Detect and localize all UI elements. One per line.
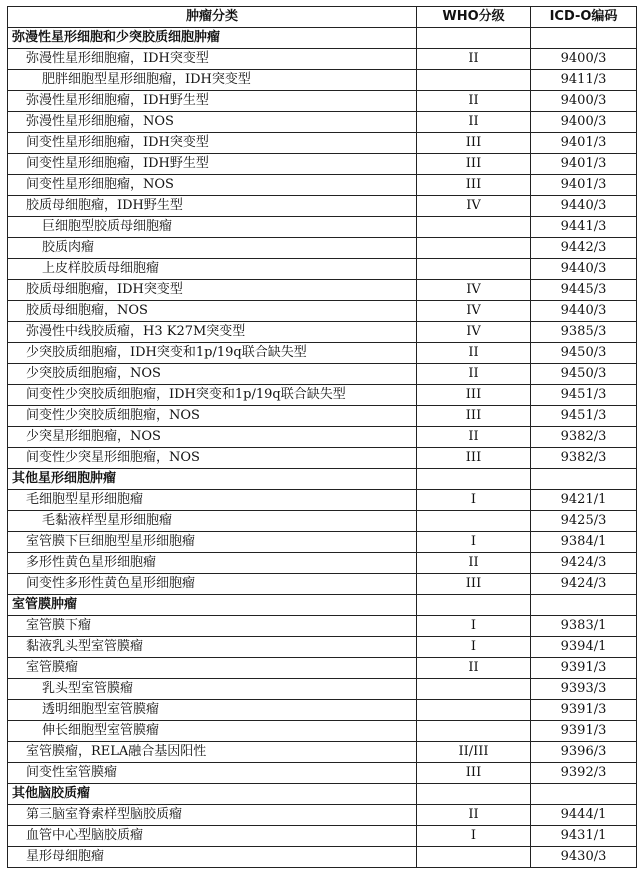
table-row	[8, 616, 637, 637]
who-grade-cell: II	[417, 658, 531, 679]
table-row	[8, 721, 637, 742]
who-grade-cell: III	[417, 175, 531, 196]
tumor-name-cell: 多形性黄色星形细胞瘤	[8, 553, 417, 574]
tumor-name-cell: 透明细胞型室管膜瘤	[8, 700, 417, 721]
who-grade-cell: I	[417, 532, 531, 553]
who-grade-cell: I	[417, 616, 531, 637]
who-grade-cell: IV	[417, 280, 531, 301]
table-row	[8, 154, 637, 175]
table-row	[8, 490, 637, 511]
table-row	[8, 847, 637, 868]
tumor-name-cell: 黏液乳头型室管膜瘤	[8, 637, 417, 658]
table-body	[8, 28, 637, 868]
category-row	[8, 784, 637, 805]
table-row	[8, 406, 637, 427]
who-grade-cell: II	[417, 427, 531, 448]
who-grade-cell: IV	[417, 196, 531, 217]
who-grade-cell: III	[417, 763, 531, 784]
who-grade-cell	[417, 847, 531, 868]
table-row	[8, 763, 637, 784]
who-grade-cell: III	[417, 574, 531, 595]
table-row	[8, 70, 637, 91]
tumor-name-cell: 胶质母细胞瘤，IDH突变型	[8, 280, 417, 301]
icd-o-code-cell: 9440/3	[531, 196, 637, 217]
who-grade-cell	[417, 679, 531, 700]
icd-o-code-cell: 9382/3	[531, 427, 637, 448]
icd-o-code-cell: 9440/3	[531, 259, 637, 280]
icd-o-code-cell: 9396/3	[531, 742, 637, 763]
icd-o-code-cell: 9445/3	[531, 280, 637, 301]
tumor-name-cell: 上皮样胶质母细胞瘤	[8, 259, 417, 280]
icd-o-code-cell: 9391/3	[531, 721, 637, 742]
tumor-name-cell: 第三脑室脊索样型脑胶质瘤	[8, 805, 417, 826]
tumor-name-cell: 伸长细胞型室管膜瘤	[8, 721, 417, 742]
who-grade-cell: I	[417, 826, 531, 847]
header-icd-o-code: ICD-O编码	[531, 7, 637, 28]
who-grade-cell: II	[417, 805, 531, 826]
who-grade-cell: III	[417, 406, 531, 427]
category-row	[8, 595, 637, 616]
tumor-name-cell: 室管膜瘤	[8, 658, 417, 679]
tumor-name-cell: 间变性星形细胞瘤，NOS	[8, 175, 417, 196]
table-row	[8, 826, 637, 847]
table-row	[8, 574, 637, 595]
who-grade-cell: II	[417, 343, 531, 364]
icd-o-code-cell: 9392/3	[531, 763, 637, 784]
icd-o-code-cell: 9391/3	[531, 700, 637, 721]
who-grade-cell	[417, 511, 531, 532]
table-row	[8, 742, 637, 763]
table-row	[8, 49, 637, 70]
tumor-name-cell: 弥漫性中线胶质瘤，H3 K27M突变型	[8, 322, 417, 343]
tumor-name-cell: 星形母细胞瘤	[8, 847, 417, 868]
who-grade-cell: II	[417, 112, 531, 133]
tumor-classification-table	[7, 6, 637, 868]
table-row	[8, 637, 637, 658]
table-row	[8, 553, 637, 574]
tumor-name-cell: 弥漫性星形细胞瘤，NOS	[8, 112, 417, 133]
icd-o-code-cell: 9425/3	[531, 511, 637, 532]
table-row	[8, 364, 637, 385]
tumor-name-cell: 胶质母细胞瘤，IDH野生型	[8, 196, 417, 217]
table-row	[8, 91, 637, 112]
who-grade-cell	[417, 28, 531, 49]
icd-o-code-cell: 9383/1	[531, 616, 637, 637]
tumor-name-cell: 间变性星形细胞瘤，IDH野生型	[8, 154, 417, 175]
who-grade-cell: III	[417, 385, 531, 406]
icd-o-code-cell	[531, 28, 637, 49]
table-row	[8, 259, 637, 280]
header-who-grade: WHO分级	[417, 7, 531, 28]
icd-o-code-cell: 9391/3	[531, 658, 637, 679]
who-grade-cell	[417, 70, 531, 91]
table-row	[8, 427, 637, 448]
tumor-name-cell: 胶质母细胞瘤，NOS	[8, 301, 417, 322]
icd-o-code-cell: 9411/3	[531, 70, 637, 91]
tumor-name-cell: 胶质肉瘤	[8, 238, 417, 259]
tumor-name-cell: 室管膜下瘤	[8, 616, 417, 637]
tumor-name-cell: 其他星形细胞肿瘤	[8, 469, 417, 490]
icd-o-code-cell: 9444/1	[531, 805, 637, 826]
tumor-name-cell: 少突星形细胞瘤，NOS	[8, 427, 417, 448]
tumor-name-cell: 少突胶质细胞瘤，IDH突变和1p/19q联合缺失型	[8, 343, 417, 364]
icd-o-code-cell: 9421/1	[531, 490, 637, 511]
table-row	[8, 448, 637, 469]
tumor-name-cell: 少突胶质细胞瘤，NOS	[8, 364, 417, 385]
who-grade-cell	[417, 595, 531, 616]
icd-o-code-cell: 9400/3	[531, 112, 637, 133]
table-row	[8, 385, 637, 406]
who-grade-cell: II	[417, 49, 531, 70]
who-grade-cell: II	[417, 553, 531, 574]
icd-o-code-cell	[531, 784, 637, 805]
table-row	[8, 511, 637, 532]
who-grade-cell: III	[417, 133, 531, 154]
icd-o-code-cell	[531, 595, 637, 616]
tumor-name-cell: 巨细胞型胶质母细胞瘤	[8, 217, 417, 238]
who-grade-cell: IV	[417, 301, 531, 322]
who-grade-cell	[417, 700, 531, 721]
icd-o-code-cell: 9401/3	[531, 154, 637, 175]
tumor-name-cell: 室管膜瘤，RELA融合基因阳性	[8, 742, 417, 763]
table-row	[8, 238, 637, 259]
icd-o-code-cell: 9450/3	[531, 364, 637, 385]
tumor-name-cell: 间变性室管膜瘤	[8, 763, 417, 784]
icd-o-code-cell: 9400/3	[531, 91, 637, 112]
icd-o-code-cell: 9450/3	[531, 343, 637, 364]
tumor-name-cell: 乳头型室管膜瘤	[8, 679, 417, 700]
icd-o-code-cell: 9451/3	[531, 385, 637, 406]
tumor-name-cell: 肥胖细胞型星形细胞瘤，IDH突变型	[8, 70, 417, 91]
who-grade-cell: I	[417, 490, 531, 511]
who-grade-cell	[417, 259, 531, 280]
icd-o-code-cell: 9442/3	[531, 238, 637, 259]
table-row	[8, 217, 637, 238]
icd-o-code-cell: 9400/3	[531, 49, 637, 70]
tumor-name-cell: 毛细胞型星形细胞瘤	[8, 490, 417, 511]
who-grade-cell: I	[417, 637, 531, 658]
table-row	[8, 175, 637, 196]
tumor-name-cell: 间变性少突胶质细胞瘤，NOS	[8, 406, 417, 427]
icd-o-code-cell: 9431/1	[531, 826, 637, 847]
icd-o-code-cell: 9430/3	[531, 847, 637, 868]
tumor-name-cell: 室管膜肿瘤	[8, 595, 417, 616]
who-grade-cell	[417, 217, 531, 238]
table-row	[8, 196, 637, 217]
icd-o-code-cell: 9382/3	[531, 448, 637, 469]
table-row	[8, 805, 637, 826]
table-row	[8, 658, 637, 679]
table-row	[8, 133, 637, 154]
tumor-name-cell: 间变性星形细胞瘤，IDH突变型	[8, 133, 417, 154]
tumor-name-cell: 弥漫性星形细胞瘤，IDH突变型	[8, 49, 417, 70]
table-row	[8, 301, 637, 322]
who-grade-cell	[417, 784, 531, 805]
icd-o-code-cell: 9441/3	[531, 217, 637, 238]
tumor-name-cell: 其他脑胶质瘤	[8, 784, 417, 805]
who-grade-cell: III	[417, 448, 531, 469]
tumor-name-cell: 血管中心型脑胶质瘤	[8, 826, 417, 847]
header-tumor-classification: 肿瘤分类	[8, 7, 417, 28]
icd-o-code-cell: 9401/3	[531, 133, 637, 154]
table-row	[8, 532, 637, 553]
tumor-name-cell: 弥漫性星形细胞瘤，IDH野生型	[8, 91, 417, 112]
who-grade-cell: III	[417, 154, 531, 175]
icd-o-code-cell: 9384/1	[531, 532, 637, 553]
category-row	[8, 469, 637, 490]
icd-o-code-cell: 9424/3	[531, 553, 637, 574]
who-grade-cell	[417, 721, 531, 742]
tumor-name-cell: 毛黏液样型星形细胞瘤	[8, 511, 417, 532]
tumor-name-cell: 室管膜下巨细胞型星形细胞瘤	[8, 532, 417, 553]
icd-o-code-cell: 9440/3	[531, 301, 637, 322]
tumor-name-cell: 间变性少突胶质细胞瘤，IDH突变和1p/19q联合缺失型	[8, 385, 417, 406]
icd-o-code-cell	[531, 469, 637, 490]
icd-o-code-cell: 9385/3	[531, 322, 637, 343]
icd-o-code-cell: 9393/3	[531, 679, 637, 700]
table-row	[8, 679, 637, 700]
icd-o-code-cell: 9401/3	[531, 175, 637, 196]
who-grade-cell: II	[417, 364, 531, 385]
icd-o-code-cell: 9424/3	[531, 574, 637, 595]
who-grade-cell	[417, 238, 531, 259]
icd-o-code-cell: 9394/1	[531, 637, 637, 658]
table-row	[8, 322, 637, 343]
table-row	[8, 112, 637, 133]
table-row	[8, 700, 637, 721]
who-grade-cell: II/III	[417, 742, 531, 763]
icd-o-code-cell: 9451/3	[531, 406, 637, 427]
tumor-name-cell: 间变性少突星形细胞瘤，NOS	[8, 448, 417, 469]
who-grade-cell: IV	[417, 322, 531, 343]
tumor-name-cell: 间变性多形性黄色星形细胞瘤	[8, 574, 417, 595]
who-grade-cell	[417, 469, 531, 490]
table-row	[8, 280, 637, 301]
category-row	[8, 28, 637, 49]
table-header-row	[8, 7, 637, 28]
tumor-name-cell: 弥漫性星形细胞和少突胶质细胞肿瘤	[8, 28, 417, 49]
table-row	[8, 343, 637, 364]
who-grade-cell: II	[417, 91, 531, 112]
